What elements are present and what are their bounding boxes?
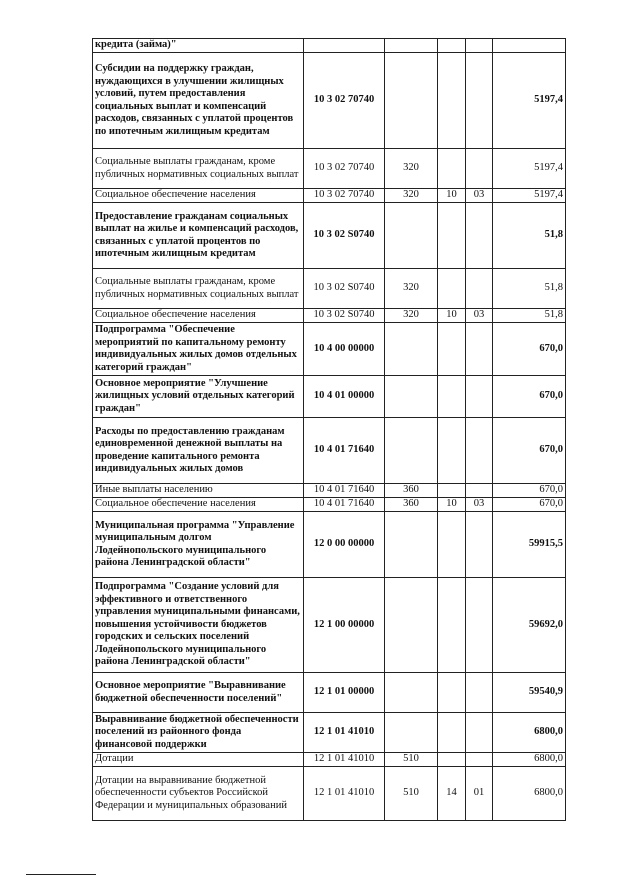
- row-expense-type: 510: [385, 753, 438, 767]
- row-target-code: 10 4 01 71640: [304, 498, 385, 512]
- row-target-code: [304, 39, 385, 53]
- row-amount: 59540,9: [493, 673, 566, 713]
- table-row: [93, 269, 566, 309]
- row-section: [438, 484, 466, 498]
- row-target-code: 12 1 01 41010: [304, 753, 385, 767]
- row-amount: 59915,5: [493, 512, 566, 578]
- row-section: [438, 269, 466, 309]
- row-section: 10: [438, 498, 466, 512]
- row-subsection: 03: [466, 189, 493, 203]
- row-section: [438, 713, 466, 753]
- table-row: [93, 484, 566, 498]
- table-row: [93, 512, 566, 578]
- table-row: [93, 418, 566, 484]
- row-expense-type: [385, 376, 438, 418]
- row-name: Муниципальная программа "Управление муниципальным долгом Лодейнопольского муниципального района Ленинградской области": [93, 512, 304, 578]
- row-amount: 670,0: [493, 376, 566, 418]
- row-section: [438, 323, 466, 376]
- budget-table-body: [93, 39, 566, 821]
- row-amount: 59692,0: [493, 578, 566, 673]
- table-row: [93, 149, 566, 189]
- row-subsection: [466, 713, 493, 753]
- row-expense-type: [385, 418, 438, 484]
- row-expense-type: [385, 53, 438, 149]
- row-target-code: 10 3 02 70740: [304, 149, 385, 189]
- row-amount: 51,8: [493, 269, 566, 309]
- row-subsection: [466, 578, 493, 673]
- row-expense-type: 320: [385, 189, 438, 203]
- row-name: Социальное обеспечение населения: [93, 189, 304, 203]
- row-expense-type: 510: [385, 767, 438, 821]
- row-target-code: 12 1 01 41010: [304, 713, 385, 753]
- table-row: [93, 53, 566, 149]
- row-target-code: 12 0 00 00000: [304, 512, 385, 578]
- row-section: 10: [438, 189, 466, 203]
- table-row: [93, 323, 566, 376]
- row-name: Основное мероприятие "Выравнивание бюджетной обеспеченности поселений": [93, 673, 304, 713]
- row-amount: 6800,0: [493, 753, 566, 767]
- table-row: [93, 753, 566, 767]
- table-row: [93, 498, 566, 512]
- row-name: Социальное обеспечение населения: [93, 498, 304, 512]
- row-subsection: [466, 376, 493, 418]
- row-expense-type: [385, 673, 438, 713]
- row-amount: 51,8: [493, 309, 566, 323]
- row-target-code: 10 3 02 70740: [304, 189, 385, 203]
- row-expense-type: 360: [385, 498, 438, 512]
- row-name: Иные выплаты населению: [93, 484, 304, 498]
- table-row: [93, 39, 566, 53]
- row-expense-type: 320: [385, 149, 438, 189]
- table-row: [93, 767, 566, 821]
- footnote-rule: [26, 874, 96, 875]
- row-target-code: 10 4 01 00000: [304, 376, 385, 418]
- budget-table: [92, 38, 566, 821]
- row-expense-type: [385, 203, 438, 269]
- row-name: кредита (займа)": [93, 39, 304, 53]
- row-name: Социальное обеспечение населения: [93, 309, 304, 323]
- row-target-code: 10 3 02 S0740: [304, 203, 385, 269]
- table-row: [93, 578, 566, 673]
- table-row: [93, 376, 566, 418]
- row-section: [438, 203, 466, 269]
- row-expense-type: [385, 512, 438, 578]
- row-target-code: 10 4 01 71640: [304, 418, 385, 484]
- row-subsection: 01: [466, 767, 493, 821]
- row-name: Дотации на выравнивание бюджетной обеспеченности субъектов Российской Федерации и муниципальных образований: [93, 767, 304, 821]
- table-row: [93, 713, 566, 753]
- row-name: Субсидии на поддержку граждан, нуждающихся в улучшении жилищных условий, путем предоставления социальных выплат и компенсаций расходов, связанных с уплатой процентов по ипотечным жилищным кредитам: [93, 53, 304, 149]
- row-subsection: [466, 149, 493, 189]
- row-name: Подпрограмма "Создание условий для эффективного и ответственного управления муниципальными финансами, повышения устойчивости бюджетов городских и сельских поселений Лодейнопольского муниципального района Ленинградской области": [93, 578, 304, 673]
- row-subsection: [466, 418, 493, 484]
- row-expense-type: [385, 323, 438, 376]
- row-amount: 5197,4: [493, 189, 566, 203]
- row-section: [438, 376, 466, 418]
- row-amount: 670,0: [493, 323, 566, 376]
- row-section: 10: [438, 309, 466, 323]
- row-target-code: 10 4 00 00000: [304, 323, 385, 376]
- row-amount: [493, 39, 566, 53]
- row-expense-type: [385, 578, 438, 673]
- row-amount: 670,0: [493, 484, 566, 498]
- row-amount: 6800,0: [493, 767, 566, 821]
- row-name: Дотации: [93, 753, 304, 767]
- row-expense-type: [385, 39, 438, 53]
- row-subsection: 03: [466, 309, 493, 323]
- row-section: [438, 753, 466, 767]
- row-target-code: 10 4 01 71640: [304, 484, 385, 498]
- row-section: [438, 39, 466, 53]
- row-name: Социальные выплаты гражданам, кроме публичных нормативных социальных выплат: [93, 269, 304, 309]
- row-amount: 51,8: [493, 203, 566, 269]
- row-target-code: 10 3 02 S0740: [304, 309, 385, 323]
- row-section: 14: [438, 767, 466, 821]
- row-section: [438, 418, 466, 484]
- row-name: Предоставление гражданам социальных выплат на жилье и компенсаций расходов, связанных с уплатой процентов по ипотечным жилищным кредитам: [93, 203, 304, 269]
- row-subsection: [466, 269, 493, 309]
- row-target-code: 12 1 01 41010: [304, 767, 385, 821]
- row-name: Социальные выплаты гражданам, кроме публичных нормативных социальных выплат: [93, 149, 304, 189]
- row-target-code: 10 3 02 70740: [304, 53, 385, 149]
- row-name: Выравнивание бюджетной обеспеченности поселений из районного фонда финансовой поддержки: [93, 713, 304, 753]
- row-amount: 670,0: [493, 418, 566, 484]
- row-amount: 5197,4: [493, 149, 566, 189]
- row-subsection: [466, 323, 493, 376]
- table-row: [93, 189, 566, 203]
- table-row: [93, 203, 566, 269]
- row-subsection: [466, 53, 493, 149]
- row-expense-type: [385, 713, 438, 753]
- row-subsection: [466, 753, 493, 767]
- row-target-code: 12 1 01 00000: [304, 673, 385, 713]
- table-row: [93, 673, 566, 713]
- row-target-code: 12 1 00 00000: [304, 578, 385, 673]
- row-amount: 5197,4: [493, 53, 566, 149]
- row-expense-type: 320: [385, 309, 438, 323]
- row-expense-type: 320: [385, 269, 438, 309]
- row-subsection: [466, 39, 493, 53]
- row-section: [438, 149, 466, 189]
- row-target-code: 10 3 02 S0740: [304, 269, 385, 309]
- table-row: [93, 309, 566, 323]
- row-section: [438, 53, 466, 149]
- row-subsection: [466, 673, 493, 713]
- row-subsection: 03: [466, 498, 493, 512]
- row-section: [438, 512, 466, 578]
- row-expense-type: 360: [385, 484, 438, 498]
- row-name: Основное мероприятие "Улучшение жилищных условий отдельных категорий граждан": [93, 376, 304, 418]
- row-amount: 670,0: [493, 498, 566, 512]
- row-subsection: [466, 512, 493, 578]
- row-amount: 6800,0: [493, 713, 566, 753]
- row-name: Расходы по предоставлению гражданам единовременной денежной выплаты на проведение капитального ремонта индивидуальных жилых домов: [93, 418, 304, 484]
- row-section: [438, 578, 466, 673]
- row-name: Подпрограмма "Обеспечение мероприятий по капитальному ремонту индивидуальных жилых домов отдельных категорий граждан": [93, 323, 304, 376]
- row-subsection: [466, 203, 493, 269]
- row-subsection: [466, 484, 493, 498]
- row-section: [438, 673, 466, 713]
